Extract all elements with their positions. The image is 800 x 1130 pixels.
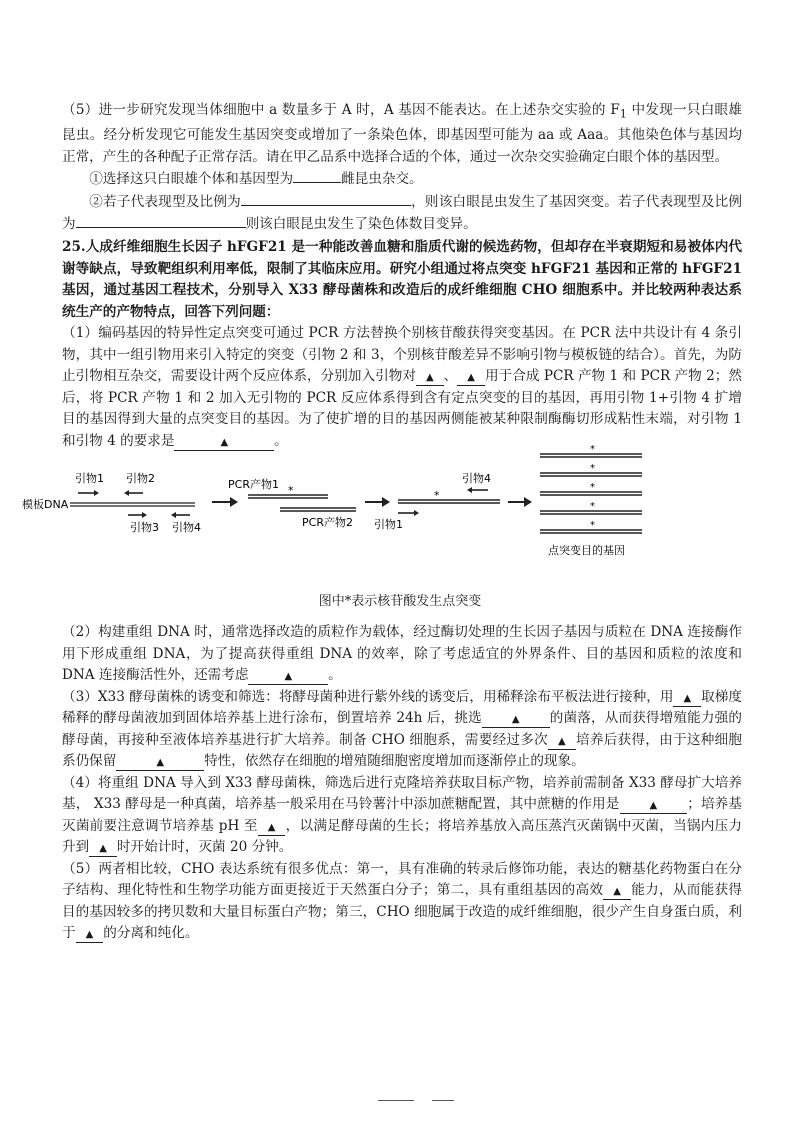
q25-4-text-d: 时开始计时，灭菌 20 分钟。 [116, 839, 293, 855]
pcr-product1-label: PCR产物1 [228, 478, 279, 491]
answer-blank[interactable]: ▲ [116, 756, 204, 771]
q24-5-s2-mid: ，则该白眼昆虫发生了基因突变。若子代表现型及比例为 [62, 193, 743, 233]
answer-blank[interactable]: ▲ [89, 842, 117, 857]
q25-3-text-a: （3）X33 酵母菌株的诱变和筛选：将酵母菌种进行紫外线的诱变后，用稀释涂布平板法进行接种，用 [62, 688, 674, 705]
primer3-arrowhead [142, 512, 147, 518]
mutation-star: * [288, 484, 294, 497]
answer-blank[interactable]: ▲ [76, 928, 104, 943]
primer1-arrowhead [94, 490, 99, 496]
primer3-label: 引物3 [130, 521, 159, 534]
mutation-star: * [590, 482, 595, 493]
q25-1-text-c: 用于合成 PCR 产物 1 和 PCR 产物 2；然后，将 PCR 产物 1 和 2 加入无引物的 PCR 反应体系得到含有定点突变的目的基因，再用引物 1+引物 4 扩增目的基因得到大量的点突变目的基因。为了使扩增的目的基因两侧能被某种限制酶酶切形成粘性末端，对引物 1 和引物 4 的要求是 [62, 368, 742, 449]
answer-blank[interactable] [293, 168, 341, 183]
primer4-arrowhead-2 [467, 487, 472, 493]
q25-5-text-a: （5）两者相比较，CHO 表达系统有很多优点：第一，具有准确的转录后修饰功能，表达的糖基化药物蛋白在分子结构、理化特性和生物学功能方面更接近于天然蛋白分子；第二，具有重组基因的高效 [62, 860, 742, 898]
q25-4-text-c: ，以满足酵母菌的生长；将培养基放入高压蒸汽灭菌锅中灭菌，当锅内压力升到 [62, 817, 742, 855]
mutation-star: * [434, 489, 440, 502]
answer-blank[interactable]: ▲ [416, 371, 444, 386]
pcr-diagram-svg [22, 430, 770, 570]
answer-blank[interactable]: ▲ [174, 436, 274, 451]
step-arrowhead-1 [230, 497, 238, 507]
mutation-star: * [590, 501, 595, 512]
answer-blank[interactable] [241, 191, 411, 206]
q25-2-text: （2）构建重组 DNA 时，通常选择改造的质粒作为载体，经过酶切处理的生长因子基因与质粒在 DNA 连接酶作用下形成重组 DNA，为了提高获得重组 DNA 的效率，除了考虑适宜的外界条件、目的基因和质粒的浓度和 DNA 连接酶活性外，还需考虑 [62, 624, 742, 683]
footer-mark-right [432, 1100, 454, 1101]
q25-1-text-d: 。 [274, 432, 288, 449]
answer-blank[interactable]: ▲ [248, 670, 328, 685]
q25-3-text-e: 特性，依然存在细胞的增殖随细胞密度增加而逐渐停止的现象。 [204, 753, 585, 769]
q25-intro: 25.人成纤维细胞生长因子 hFGF21 是一种能改善血糖和脂质代谢的候选药物，但却存在半衰期短和易被体内代谢等缺点，导致靶组织利用率低，限制了其临床应用。研究小组通过将点突变 hFGF21 基因和正常的 hFGF21 基因，通过基因工程技术，分别导入 X33 酵母菌株和改造后的成纤维细胞 CHO 细胞系中。并比较两种表达系统生产的产物特点，回答下列问题： [62, 239, 742, 320]
q25-1-text-b: 、 [443, 368, 458, 384]
mutant-gene-label: 点突变目的基因 [548, 544, 625, 557]
figure-caption: 图中*表示核苷酸发生点突变 [318, 594, 482, 609]
q24-part5 [62, 100, 742, 236]
answer-blank[interactable]: ▲ [258, 821, 286, 836]
pcr-product2-label: PCR产物2 [302, 516, 353, 529]
q25-4-text-b: ；培养基灭菌前要注意调节培养基 pH 至 [62, 796, 742, 834]
q25-1-text-a: （1）编码基因的特异性定点突变可通过 PCR 方法替换个别核苷酸获得突变基因。在 PCR 法中共设计有 4 条引物，其中一组引物用来引入特定的突变（引物 2 和 3，个别核苷酸差异不影响引物与模板链的结合）。首先，为防止引物相互杂交，需要设计两个反应体系，分别加入引物对 [62, 325, 742, 384]
q24-5-s1-tail: 雌昆虫杂交。 [341, 171, 423, 188]
q25-3-text-b: 取梯度稀释的酵母菌液加到固体培养基上进行涂布，倒置培养 24h 后，挑选 [62, 688, 742, 726]
primer4-arrowhead [171, 512, 176, 518]
answer-blank[interactable]: ▲ [548, 735, 576, 750]
q24-5-text-tail: 中发现一只白眼雄昆虫。经分析发现它可能发生基因突变或增加了一条染色体，即基因型可能为 aa 或 Aaa。其他染色体与基因均正常，产生的各种配子正常存活。请在甲乙品系中选择合适的个体，通过一次杂交实验确定白眼个体的基因型。 [62, 102, 742, 165]
answer-blank[interactable]: ▲ [457, 371, 485, 386]
primer2-label: 引物2 [126, 472, 155, 485]
answer-blank[interactable]: ▲ [482, 713, 550, 728]
q25-5-text-c: 的分离和纯化。 [103, 925, 199, 941]
mutation-star: * [590, 444, 595, 455]
q25-3-text-c: 的菌落，从而获得增殖能力强的酵母菌，再接种至液体培养基进行扩大培养。制备 CHO 细胞系，需要经过多次 [62, 710, 742, 748]
primer4-label: 引物4 [172, 521, 201, 534]
q24-5-s2-tail: 则该白眼昆虫发生了染色体数目变异。 [245, 216, 477, 233]
answer-blank[interactable]: ▲ [673, 692, 701, 707]
answer-blank[interactable] [76, 213, 246, 228]
step-arrowhead-3 [524, 497, 532, 507]
primer4-label-2: 引物4 [462, 472, 491, 485]
answer-blank[interactable]: ▲ [603, 885, 631, 900]
q24-5-s2-text: ②若子代表现型及比例为 [89, 193, 241, 210]
q24-5-text: （5）进一步研究发现当体细胞中 a 数量多于 A 时，A 基因不能表达。在上述杂交实验的 F [62, 102, 620, 118]
primer1-label: 引物1 [75, 472, 104, 485]
q24-5-s1-text: ①选择这只白眼雄个体和基因型为 [89, 171, 294, 188]
pcr-mutagenesis-diagram [22, 430, 770, 570]
q25-2-tail: 。 [328, 667, 342, 683]
q25-5-text-b: 能力，从而能获得目的基因较多的拷贝数和大量目标蛋白产物；第三，CHO 细胞属于改造的成纤维细胞，很少产生自身蛋白质，利于 [62, 882, 742, 941]
f1-subscript: 1 [619, 106, 627, 121]
template-dna-label: 模板DNA [22, 498, 69, 511]
q25-block-2 [62, 622, 742, 945]
footer-mark-left [378, 1100, 414, 1101]
mutation-star: * [590, 520, 595, 531]
primer1-label-2: 引物1 [374, 518, 403, 531]
primer1-arrowhead-2 [414, 510, 419, 516]
mutation-star: * [590, 463, 595, 474]
q25-4-text-a: （4）将重组 DNA 导入到 X33 酵母菌株，筛选后进行克隆培养获取目标产物，培养前需制备 X33 酵母扩大培养基， X33 酵母是一种真菌，培养基一般采用在马铃薯汁中添加蔗糖配置，其中蔗糖的作用是 [62, 774, 742, 812]
q25-3-text-d: 培养后获得，由于这种细胞系仍保留 [62, 731, 743, 769]
q25-block-1 [62, 237, 742, 452]
primer2-arrowhead [124, 490, 129, 496]
step-arrowhead-2 [382, 497, 390, 507]
answer-blank[interactable]: ▲ [620, 799, 688, 814]
